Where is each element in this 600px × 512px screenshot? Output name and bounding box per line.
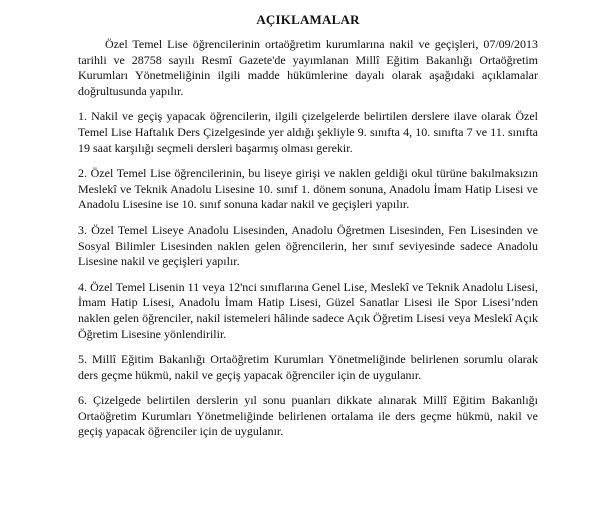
intro-paragraph: Özel Temel Lise öğrencilerinin ortaöğretim kurumlarına nakil ve geçişleri, 07/09/2013 tarihli ve 28758 sayılı Resmî Gazete'de yayımlanan Millî Eğitim Bakanlığı Ortaöğretim Kurumları Yönetmeliğinin ilgili madde hükümlerine dayalı olarak aşağıdaki açıklamalar doğrultusunda yapılır. bbox=[78, 37, 538, 98]
item-4-paragraph: 4. Özel Temel Lisenin 11 veya 12'nci sınıflarına Genel Lise, Meslekî ve Teknik Anadolu Lisesi, İmam Hatip Lisesi, Anadolu İmam Hatip Lisesi, Güzel Sanatlar Lisesi ile Spor Lisesi’nden naklen gelen öğrenciler, nakil istemeleri hâlinde sadece Açık Öğretim Lisesi veya Meslekî Açık Öğretim Lisesine yönlendirilir. bbox=[78, 279, 538, 341]
item-3-paragraph: 3. Özel Temel Liseye Anadolu Lisesinden, Anadolu Öğretmen Lisesinden, Fen Lisesinden ve Sosyal Bilimler Lisesinden naklen gelen öğrencilerin, her sınıf seviyesinde sadece Anadolu Lisesine nakil ve geçişleri yapılır. bbox=[78, 222, 538, 269]
item-6-paragraph: 6. Çizelgede belirtilen derslerin yıl sonu puanları dikkate alınarak Millî Eğitim Bakanlığı Ortaöğretim Kurumları Yönetmeliğinde belirlenen ortalama ile ders geçme hükmü, nakil ve geçiş yapacak öğrenciler için de uygulanır. bbox=[78, 393, 538, 439]
item-5-paragraph: 5. Millî Eğitim Bakanlığı Ortaöğretim Kurumları Yönetmeliğinde belirlenen sorumlu olarak ders geçme hükmü, nakil ve geçiş yapacak öğrenciler için de uygulanır. bbox=[78, 352, 538, 382]
item-1-paragraph: 1. Nakil ve geçiş yapacak öğrencilerin, ilgili çizelgelerde belirtilen derslere ilave olarak Özel Temel Lise Haftalık Ders Çizelgesinde yer aldığı şekliyle 9. sınıfta 4, 10. sınıfta 7 ve 11. sınıfta 19 saat karşılığı seçmeli dersleri başarmış olması gerekir. bbox=[78, 109, 538, 155]
document-title: AÇIKLAMALAR bbox=[256, 12, 360, 27]
item-2-paragraph: 2. Özel Temel Lise öğrencilerinin, bu liseye girişi ve naklen geldiği okul türüne bakılmaksızın Meslekî ve Teknik Anadolu Lisesine 10. sınıf 1. dönem sonuna, Anadolu İmam Hatip Lisesi ve Anadolu Lisesine ise 10. sınıf sonuna kadar nakil ve geçişleri yapılır. bbox=[78, 166, 538, 212]
